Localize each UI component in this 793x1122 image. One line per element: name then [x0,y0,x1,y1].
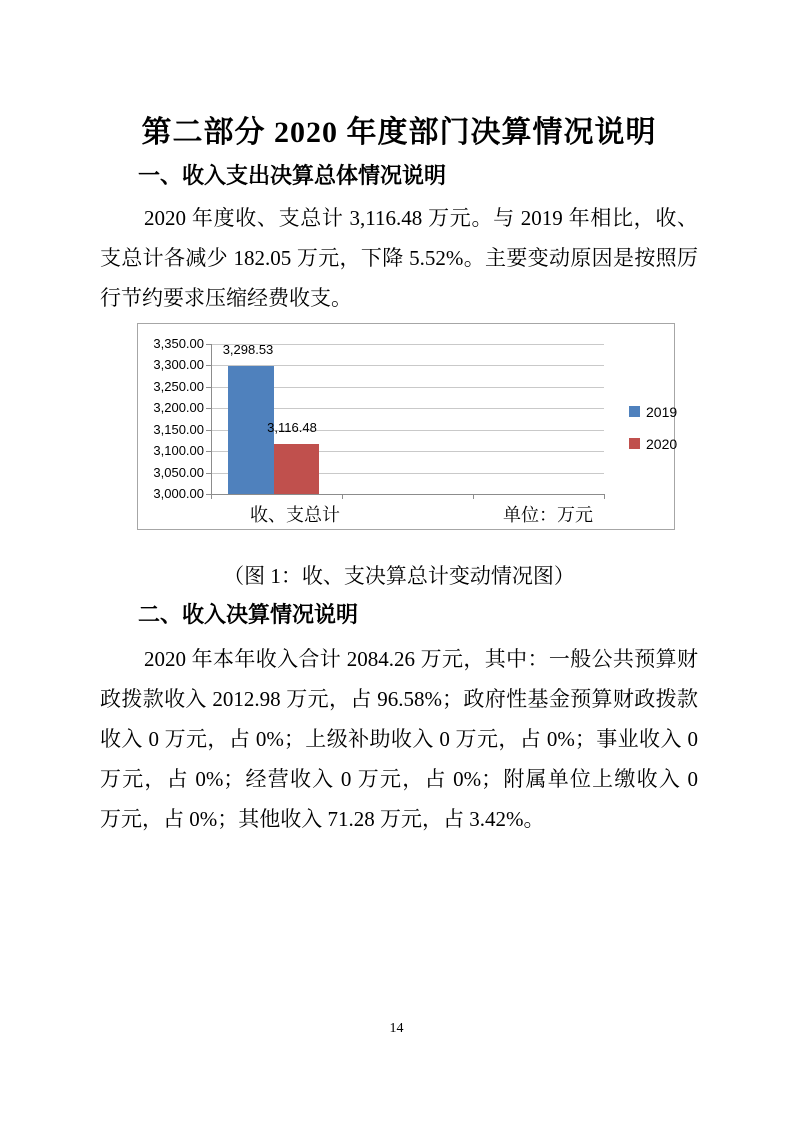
y-axis-tick-label: 3,050.00 [153,465,204,480]
legend-label-2020: 2020 [646,436,678,452]
x-tick-mark [604,495,605,499]
x-tick-mark [342,495,343,499]
figure-caption: （图 1：收、支决算总计变动情况图） [223,564,575,588]
figure-1-bar-chart [137,323,678,530]
page-number: 14 [389,1021,404,1036]
y-tick-mark [206,451,211,452]
y-axis-tick-label: 3,150.00 [153,422,204,437]
y-tick-mark [206,344,211,345]
y-tick-mark [206,473,211,474]
x-category-label: 收、支总计 [250,505,340,525]
y-axis-tick-label: 3,300.00 [153,357,204,372]
legend-label-2019: 2019 [646,404,678,420]
y-axis-tick-label: 3,350.00 [153,336,204,351]
paragraph-line: 2020 年度收、支总计 3,116.48 万元。与 2019 年相比，收、 [144,206,698,230]
y-tick-mark [206,408,211,409]
paragraph-line: 支总计各减少 182.05 万元，下降 5.52%。主要变动原因是按照厉 [100,246,698,270]
y-axis-tick-label: 3,250.00 [153,379,204,394]
y-axis-line [211,344,212,495]
paragraph-line: 万元，占 0%；经营收入 0 万元，占 0%；附属单位上缴收入 0 [100,767,698,791]
section-1-heading: 一、收入支出决算总体情况说明 [138,163,447,188]
unit-label: 单位：万元 [503,505,593,525]
y-tick-mark [206,430,211,431]
x-tick-mark [211,495,212,499]
paragraph-1 [100,198,698,318]
paragraph-line: 收入 0 万元，占 0%；上级补助收入 0 万元，占 0%；事业收入 0 [100,727,698,751]
page-title: 第二部分 2020 年度部门决算情况说明 [141,116,657,149]
y-axis-tick-label: 3,100.00 [153,443,204,458]
paragraph-line: 万元，占 0%；其他收入 71.28 万元，占 3.42%。 [100,807,545,831]
paragraph-line: 行节约要求压缩经费收支。 [100,286,352,310]
x-axis-line [211,494,605,495]
paragraph-2 [100,639,698,839]
bar-value-label-2020: 3,116.48 [267,420,317,435]
legend-swatch-2019-icon [629,406,640,417]
bar-2020 [274,444,319,494]
legend-swatch-2020-icon [629,438,640,449]
x-tick-mark [473,495,474,499]
paragraph-line: 政拨款收入 2012.98 万元，占 96.58%；政府性基金预算财政拨款 [100,687,698,711]
y-tick-mark [206,365,211,366]
section-2-heading: 二、收入决算情况说明 [138,602,359,627]
y-tick-mark [206,387,211,388]
paragraph-line: 2020 年本年收入合计 2084.26 万元，其中：一般公共预算财 [144,647,698,671]
y-axis-tick-label: 3,000.00 [153,486,204,501]
bar-value-label-2019: 3,298.53 [222,342,274,357]
y-axis-tick-label: 3,200.00 [153,400,204,415]
